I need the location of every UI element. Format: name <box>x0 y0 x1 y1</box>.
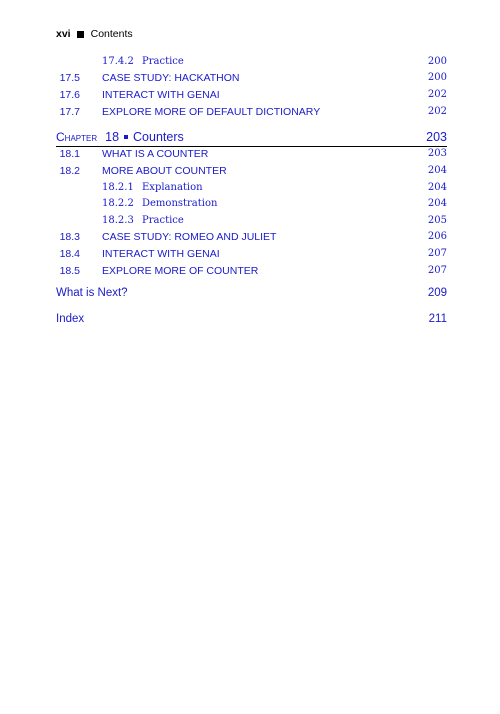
chapter-page: 203 <box>426 130 447 144</box>
entry-title: WHAT IS A COUNTER <box>102 148 209 160</box>
entry-title: Practice <box>142 56 184 67</box>
chapter-number: 18 <box>105 130 120 144</box>
entry-page: 202 <box>427 106 447 117</box>
entry-page: 204 <box>427 182 447 193</box>
toc-entry-18-3[interactable] <box>56 231 447 249</box>
entry-title: INTERACT WITH GENAI <box>102 89 220 101</box>
entry-number: 18.4 <box>59 248 80 260</box>
entry-page: 205 <box>427 215 447 226</box>
entry-title: INTERACT WITH GENAI <box>102 248 220 260</box>
toc-entry-18-2[interactable] <box>56 165 447 183</box>
entry-number: 17.6 <box>59 89 80 101</box>
toc-entry-index[interactable] <box>56 313 447 333</box>
page-number: xvi <box>56 28 71 40</box>
chapter-title: Counters <box>133 130 184 144</box>
entry-page: 204 <box>427 165 447 176</box>
entry-title: Explanation <box>142 182 203 193</box>
entry-number: 17.4.2 <box>102 56 134 67</box>
toc-entry-what-is-next[interactable] <box>56 287 447 307</box>
entry-page: 203 <box>427 148 447 159</box>
entry-number: 18.2.1 <box>102 182 134 193</box>
entry-title: EXPLORE MORE OF DEFAULT DICTIONARY <box>102 106 321 118</box>
entry-page: 202 <box>427 89 447 100</box>
entry-number: 18.2.3 <box>102 215 134 226</box>
entry-number: 18.1 <box>59 148 80 160</box>
entry-title: CASE STUDY: HACKATHON <box>102 72 240 84</box>
running-header <box>56 28 133 40</box>
toc-entry-18-5[interactable] <box>56 265 447 283</box>
entry-page: 207 <box>427 265 447 276</box>
chapter-heading[interactable] <box>56 130 447 150</box>
entry-page: 207 <box>427 248 447 259</box>
entry-title: Demonstration <box>142 198 218 209</box>
entry-number: 18.3 <box>59 231 80 243</box>
toc-entry-18-4[interactable] <box>56 248 447 266</box>
entry-page: 200 <box>427 56 447 67</box>
entry-page: 206 <box>427 231 447 242</box>
entry-title: MORE ABOUT COUNTER <box>102 165 227 177</box>
square-bullet-icon <box>77 31 84 38</box>
entry-page: 209 <box>427 287 447 299</box>
entry-page: 204 <box>427 198 447 209</box>
toc-entry-17-7[interactable] <box>56 106 447 124</box>
entry-title: CASE STUDY: ROMEO AND JULIET <box>102 231 277 243</box>
entry-title: Practice <box>142 215 184 226</box>
toc-entry-18-1[interactable] <box>56 148 447 166</box>
entry-title: What is Next? <box>56 287 128 299</box>
header-title: Contents <box>90 28 133 40</box>
toc-entry-17-6[interactable] <box>56 89 447 107</box>
entry-page: 211 <box>428 313 447 325</box>
chapter-rule <box>56 146 447 147</box>
entry-title: Index <box>56 313 85 325</box>
chapter-word: Chapter <box>56 130 98 144</box>
entry-number: 18.2.2 <box>102 198 134 209</box>
entry-number: 17.7 <box>59 106 80 118</box>
entry-number: 18.5 <box>59 265 80 277</box>
toc-entry-17-5[interactable] <box>56 72 447 90</box>
bullet-icon <box>124 135 128 139</box>
entry-title: EXPLORE MORE OF COUNTER <box>102 265 259 277</box>
toc-entry-18-2-2[interactable] <box>56 198 447 216</box>
entry-page: 200 <box>427 72 447 83</box>
entry-number: 17.5 <box>59 72 80 84</box>
entry-number: 18.2 <box>59 165 80 177</box>
